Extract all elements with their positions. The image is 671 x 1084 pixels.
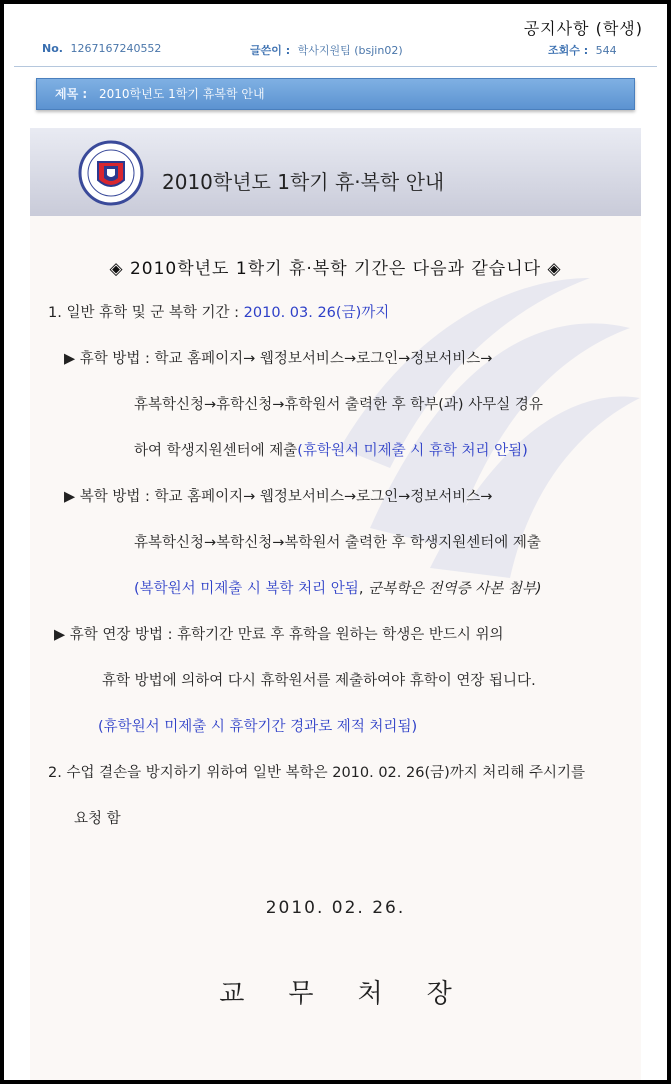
university-seal-logo [76, 140, 146, 206]
author-value: 학사지원팀 (bsjin02) [297, 44, 403, 57]
view-count [548, 42, 617, 58]
banner-title: 2010학년도 1학기 휴·복학 안내 [162, 170, 445, 194]
header-divider [14, 66, 657, 67]
author-label: 글쓴이 : [250, 44, 291, 57]
leave-method-warning: (휴학원서 미제출 시 휴학 처리 안됨) [297, 443, 528, 459]
author [250, 42, 403, 58]
return-method-line-1: ▶ 복학 방법 : 학교 홈페이지→ 웹정보서비스→로그인→정보서비스→ [64, 489, 493, 505]
subject-bar [36, 78, 635, 110]
item1-general-leave-period [48, 301, 389, 322]
extend-method-line-1: ▶ 휴학 연장 방법 : 휴학기간 만료 후 휴학을 원하는 학생은 반드시 위의 [54, 627, 504, 643]
notice-document [4, 4, 667, 1080]
notice-date: 2010. 02. 26. [265, 898, 406, 918]
leave-method-submit: 하여 학생지원센터에 제출 [134, 443, 298, 459]
leave-method-line-1: ▶ 휴학 방법 : 학교 홈페이지→ 웹정보서비스→로그인→정보서비스→ [64, 351, 493, 367]
item2-line-1: 2. 수업 결손을 방지하기 위하여 일반 복학은 2010. 02. 26(금)까지 처리해 주시기를 [48, 765, 586, 781]
return-method-line-3 [134, 577, 542, 598]
leave-method-line-3 [134, 439, 528, 460]
page-title: 공지사항 (학생) [523, 19, 643, 38]
view-count-label: 조회수 : [548, 44, 589, 57]
post-number [42, 42, 161, 55]
post-number-value: 1267167240552 [70, 42, 162, 55]
subject-label: 제목 : [55, 87, 88, 101]
notice-content [30, 128, 641, 1080]
extend-method-line-2: 휴학 방법에 의하여 다시 휴학원서를 제출하여야 휴학이 연장 됩니다. [102, 673, 536, 689]
return-method-warning: (복학원서 미제출 시 복학 처리 안됨 [134, 581, 359, 597]
extend-method-warning: (휴학원서 미제출 시 휴학기간 경과로 제적 처리됨) [98, 719, 418, 735]
item2-line-2: 요청 함 [74, 811, 121, 827]
title-banner [30, 128, 641, 216]
subject-value: 2010학년도 1학기 휴복학 안내 [99, 87, 265, 101]
view-count-value: 544 [595, 44, 617, 57]
return-method-separator: , [358, 581, 369, 597]
military-return-note: 군복학은 전역증 사본 첨부) [368, 581, 542, 597]
item1-deadline: 2010. 03. 26(금)까지 [243, 305, 390, 321]
item1-prefix: 1. 일반 휴학 및 군 복학 기간 : [48, 305, 244, 321]
leave-method-line-2: 휴복학신청→휴학신청→휴학원서 출력한 후 학부(과) 사무실 경유 [134, 397, 543, 413]
notice-heading: ◈ 2010학년도 1학기 휴·복학 기간은 다음과 같습니다 ◈ [109, 259, 562, 279]
post-number-label: No. [42, 42, 63, 55]
issuer-signature: 교무처장 [219, 979, 496, 1009]
return-method-line-2: 휴복학신청→복학신청→복학원서 출력한 후 학생지원센터에 제출 [134, 535, 541, 551]
